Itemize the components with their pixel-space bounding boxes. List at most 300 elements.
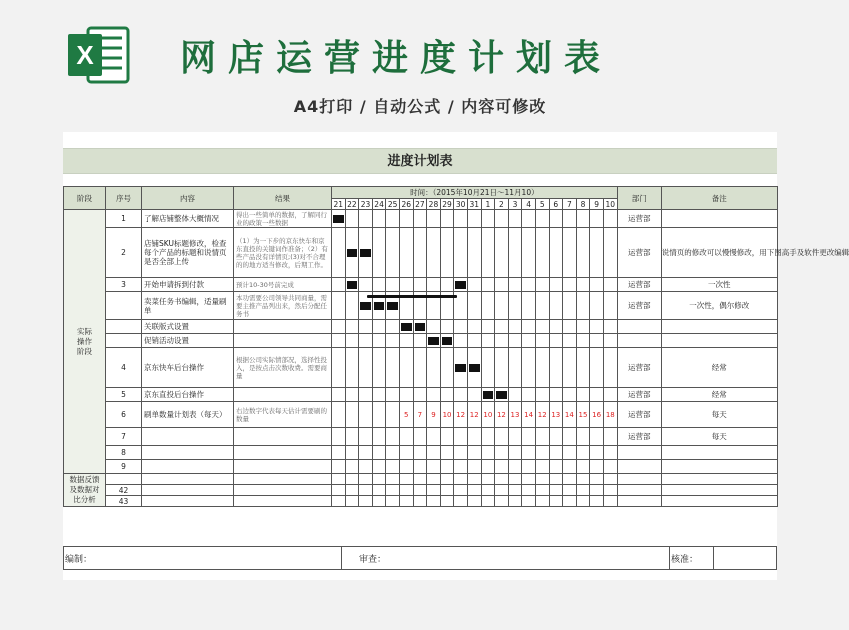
progress-marker: [454, 278, 468, 292]
day-cell: [440, 474, 454, 485]
day-header: 22: [345, 199, 359, 210]
table-row: [64, 348, 778, 388]
day-cell: [372, 446, 386, 460]
day-cell: [522, 334, 536, 348]
day-cell: [386, 388, 400, 402]
day-cell: [413, 446, 427, 460]
day-cell: [467, 428, 481, 446]
day-cell: [440, 428, 454, 446]
day-cell: [427, 210, 441, 228]
day-cell: [440, 348, 454, 388]
day-cell: [372, 496, 386, 507]
day-cell: [372, 228, 386, 278]
day-cell: [345, 496, 359, 507]
seq-cell: 6: [106, 402, 142, 428]
day-cell: [332, 485, 346, 496]
day-cell: [399, 460, 413, 474]
day-cell: 14: [563, 402, 577, 428]
col-seq-header: 序号: [106, 187, 142, 210]
day-cell: 10: [440, 402, 454, 428]
day-cell: 10: [481, 402, 495, 428]
day-cell: [495, 210, 509, 228]
note-cell: [661, 496, 777, 507]
dept-cell: [617, 460, 661, 474]
header-row: [64, 187, 778, 199]
day-cell: [413, 210, 427, 228]
day-cell: [481, 460, 495, 474]
day-cell: [467, 496, 481, 507]
result-cell: （1）为一下步的京东快车和京东直投的关键词作准备；（2）有些产品没有详情页;(3)对不合理的的地方适当修改，后期工作。: [234, 228, 332, 278]
day-cell: [603, 278, 617, 292]
seq-cell: 42: [106, 485, 142, 496]
day-cell: [603, 428, 617, 446]
day-cell: [549, 228, 563, 278]
day-cell: 12: [495, 402, 509, 428]
day-cell: [522, 496, 536, 507]
day-cell: [372, 278, 386, 292]
day-cell: [495, 446, 509, 460]
day-cell: [576, 210, 590, 228]
note-cell: [661, 320, 777, 334]
day-cell: [332, 334, 346, 348]
note-cell: 经常: [661, 388, 777, 402]
day-cell: 15: [576, 402, 590, 428]
day-cell: [345, 460, 359, 474]
progress-marker: [495, 388, 509, 402]
day-cell: [345, 428, 359, 446]
day-cell: 16: [590, 402, 604, 428]
day-cell: [535, 474, 549, 485]
day-cell: [535, 320, 549, 334]
progress-marker: [399, 320, 413, 334]
day-cell: [467, 320, 481, 334]
day-cell: [603, 334, 617, 348]
day-cell: [549, 210, 563, 228]
day-cell: [603, 348, 617, 388]
day-cell: [427, 348, 441, 388]
day-cell: [372, 388, 386, 402]
seq-cell: 1: [106, 210, 142, 228]
dept-cell: 运营部: [617, 292, 661, 320]
day-cell: [481, 334, 495, 348]
day-cell: [563, 228, 577, 278]
table-row: [64, 446, 778, 460]
day-cell: 5: [399, 402, 413, 428]
col-result-header: 结果: [234, 187, 332, 210]
progress-marker: [359, 228, 373, 278]
excel-icon: [66, 24, 132, 86]
day-cell: [576, 460, 590, 474]
day-cell: [563, 485, 577, 496]
day-cell: [332, 228, 346, 278]
day-cell: [481, 278, 495, 292]
day-cell: [563, 496, 577, 507]
day-cell: [399, 446, 413, 460]
day-cell: [563, 278, 577, 292]
day-cell: [454, 210, 468, 228]
day-header: 31: [467, 199, 481, 210]
day-cell: [495, 348, 509, 388]
day-cell: [427, 460, 441, 474]
result-cell: [234, 460, 332, 474]
day-cell: [563, 210, 577, 228]
day-cell: [549, 428, 563, 446]
day-cell: [522, 485, 536, 496]
result-cell: [234, 428, 332, 446]
day-cell: [508, 228, 522, 278]
day-cell: [359, 496, 373, 507]
day-cell: [508, 428, 522, 446]
day-cell: [386, 320, 400, 334]
table-row: [64, 496, 778, 507]
day-cell: [372, 402, 386, 428]
day-cell: [345, 474, 359, 485]
day-cell: [535, 292, 549, 320]
day-cell: [535, 496, 549, 507]
day-cell: [603, 320, 617, 334]
day-cell: [427, 228, 441, 278]
day-cell: [413, 474, 427, 485]
day-cell: [603, 292, 617, 320]
day-cell: [399, 474, 413, 485]
day-cell: [372, 348, 386, 388]
result-cell: [234, 485, 332, 496]
day-cell: 13: [508, 402, 522, 428]
day-cell: [603, 460, 617, 474]
day-cell: [467, 485, 481, 496]
day-cell: [535, 228, 549, 278]
day-cell: [576, 334, 590, 348]
day-cell: [399, 496, 413, 507]
excel-logo-letter: X: [76, 40, 94, 70]
table-row: [64, 402, 778, 428]
day-cell: [427, 496, 441, 507]
day-cell: [481, 228, 495, 278]
content-cell: [142, 485, 234, 496]
day-cell: [399, 388, 413, 402]
day-cell: [345, 320, 359, 334]
day-cell: [522, 460, 536, 474]
day-cell: [603, 485, 617, 496]
day-cell: [495, 334, 509, 348]
day-cell: [481, 496, 495, 507]
page-title: 网店运营进度计划表: [180, 38, 613, 79]
day-cell: [427, 446, 441, 460]
spreadsheet: [63, 132, 849, 580]
schedule-table: [63, 186, 849, 507]
day-header: 24: [372, 199, 386, 210]
col-note-header: 备注: [661, 187, 777, 210]
note-cell: 经常: [661, 348, 777, 388]
seq-cell: [106, 474, 142, 485]
day-header: 7: [563, 199, 577, 210]
day-cell: 18: [603, 402, 617, 428]
day-cell: [345, 334, 359, 348]
day-cell: [345, 210, 359, 228]
day-cell: [535, 278, 549, 292]
table-row: [64, 428, 778, 446]
day-cell: [440, 278, 454, 292]
day-cell: [522, 320, 536, 334]
day-cell: [508, 292, 522, 320]
day-cell: [508, 496, 522, 507]
progress-marker: [427, 334, 441, 348]
day-cell: [495, 485, 509, 496]
note-cell: 每天: [661, 402, 777, 428]
day-cell: 12: [467, 402, 481, 428]
day-cell: [345, 348, 359, 388]
day-cell: [508, 474, 522, 485]
note-cell: 一次性，偶尔修改: [661, 292, 777, 320]
dept-cell: 运营部: [617, 388, 661, 402]
day-cell: [399, 485, 413, 496]
note-cell: [661, 210, 777, 228]
day-header: 10: [603, 199, 617, 210]
day-cell: 12: [535, 402, 549, 428]
note-cell: [661, 485, 777, 496]
day-cell: [508, 485, 522, 496]
day-cell: [440, 460, 454, 474]
day-cell: [590, 292, 604, 320]
table-row: [64, 474, 778, 485]
day-cell: [522, 278, 536, 292]
day-cell: [454, 228, 468, 278]
day-cell: 9: [427, 402, 441, 428]
day-cell: [495, 278, 509, 292]
col-content-header: 内容: [142, 187, 234, 210]
day-cell: [440, 228, 454, 278]
day-cell: [467, 210, 481, 228]
page-subtitle: A4打印 / 自动公式 / 内容可修改: [293, 97, 547, 116]
day-cell: [332, 320, 346, 334]
day-cell: [359, 320, 373, 334]
day-cell: [332, 402, 346, 428]
day-cell: [399, 334, 413, 348]
day-cell: [332, 292, 346, 320]
day-cell: [454, 446, 468, 460]
day-cell: [467, 278, 481, 292]
day-cell: [345, 485, 359, 496]
day-cell: [508, 388, 522, 402]
seq-cell: 3: [106, 278, 142, 292]
seq-cell: 5: [106, 388, 142, 402]
day-cell: [563, 446, 577, 460]
day-cell: [522, 210, 536, 228]
day-cell: [359, 428, 373, 446]
day-cell: [481, 474, 495, 485]
day-cell: [386, 446, 400, 460]
day-cell: [508, 446, 522, 460]
day-cell: [495, 320, 509, 334]
day-cell: [535, 334, 549, 348]
day-cell: [522, 228, 536, 278]
progress-marker: [440, 334, 454, 348]
dept-cell: [617, 446, 661, 460]
day-cell: [495, 496, 509, 507]
day-cell: [522, 292, 536, 320]
day-cell: [495, 292, 509, 320]
progress-marker: [454, 348, 468, 388]
day-cell: [413, 485, 427, 496]
result-cell: 预计10-30号前完成: [234, 278, 332, 292]
day-cell: [467, 446, 481, 460]
progress-marker: [467, 348, 481, 388]
content-cell: [142, 460, 234, 474]
day-cell: 13: [549, 402, 563, 428]
day-cell: [467, 228, 481, 278]
day-cell: [454, 474, 468, 485]
day-cell: [563, 292, 577, 320]
day-cell: [359, 348, 373, 388]
day-cell: [549, 460, 563, 474]
day-cell: [603, 446, 617, 460]
day-cell: [359, 210, 373, 228]
dept-cell: 运营部: [617, 278, 661, 292]
day-cell: [332, 446, 346, 460]
table-row: [64, 210, 778, 228]
day-header: 26: [399, 199, 413, 210]
content-cell: [142, 496, 234, 507]
day-cell: [535, 348, 549, 388]
seq-cell: 7: [106, 428, 142, 446]
day-cell: [590, 474, 604, 485]
day-cell: [563, 334, 577, 348]
day-cell: [386, 485, 400, 496]
content-cell: [142, 428, 234, 446]
dept-cell: 运营部: [617, 210, 661, 228]
day-cell: [576, 496, 590, 507]
result-cell: [234, 496, 332, 507]
day-cell: [454, 334, 468, 348]
day-cell: [467, 388, 481, 402]
day-cell: [495, 474, 509, 485]
day-header: 6: [549, 199, 563, 210]
day-cell: [454, 428, 468, 446]
day-cell: [440, 485, 454, 496]
seq-cell: 9: [106, 460, 142, 474]
day-cell: [549, 474, 563, 485]
table-row: [64, 228, 778, 278]
day-cell: [345, 402, 359, 428]
seq-cell: 2: [106, 228, 142, 278]
day-cell: [508, 334, 522, 348]
content-cell: 开始申请拆到付款: [142, 278, 234, 292]
day-cell: [332, 278, 346, 292]
day-header: 27: [413, 199, 427, 210]
day-cell: 14: [522, 402, 536, 428]
day-cell: [590, 496, 604, 507]
day-cell: [399, 348, 413, 388]
day-cell: [427, 278, 441, 292]
day-cell: [467, 474, 481, 485]
day-cell: [522, 446, 536, 460]
day-cell: [495, 228, 509, 278]
day-cell: [413, 278, 427, 292]
day-cell: [535, 428, 549, 446]
day-cell: [576, 485, 590, 496]
content-cell: 京东快车后台操作: [142, 348, 234, 388]
day-cell: [359, 460, 373, 474]
day-cell: [590, 446, 604, 460]
day-cell: [576, 446, 590, 460]
day-cell: [481, 320, 495, 334]
day-cell: [454, 496, 468, 507]
day-cell: [467, 292, 481, 320]
day-cell: [508, 348, 522, 388]
day-cell: [549, 485, 563, 496]
progress-marker: [481, 388, 495, 402]
day-cell: [440, 496, 454, 507]
day-header: 21: [332, 199, 346, 210]
day-cell: [576, 292, 590, 320]
day-cell: [495, 428, 509, 446]
day-cell: [481, 210, 495, 228]
day-cell: [332, 388, 346, 402]
day-header: 28: [427, 199, 441, 210]
day-header: 25: [386, 199, 400, 210]
table-row: [64, 388, 778, 402]
day-header: 29: [440, 199, 454, 210]
seq-cell: [106, 334, 142, 348]
day-cell: [359, 388, 373, 402]
result-cell: 根据公司实际情部况，选择性投入，是按点击次数收费。需要商量: [234, 348, 332, 388]
sign-off-row: [63, 546, 777, 570]
day-cell: [576, 228, 590, 278]
day-cell: [413, 334, 427, 348]
day-cell: [386, 428, 400, 446]
table-row: [64, 334, 778, 348]
content-cell: 店铺SKU标题修改，检查每个产品的标题和说情页是否全部上传: [142, 228, 234, 278]
content-cell: 卖菜任务书编辑，适量刷单: [142, 292, 234, 320]
day-cell: [454, 320, 468, 334]
content-cell: [142, 474, 234, 485]
dept-cell: 运营部: [617, 402, 661, 428]
note-cell: 每天: [661, 428, 777, 446]
day-cell: [549, 278, 563, 292]
day-cell: [413, 388, 427, 402]
day-cell: [576, 278, 590, 292]
day-cell: [522, 474, 536, 485]
table-row: [64, 485, 778, 496]
day-cell: [508, 278, 522, 292]
result-cell: 右边数字代表每天估计需要刷的数量: [234, 402, 332, 428]
result-cell: 本功需要公司领导共同商量，需要主推产品列出来，然后分配任务书: [234, 292, 332, 320]
day-header: 30: [454, 199, 468, 210]
day-cell: [508, 460, 522, 474]
day-cell: [345, 446, 359, 460]
day-cell: [563, 388, 577, 402]
day-cell: [332, 474, 346, 485]
table-row: [64, 460, 778, 474]
day-cell: [535, 388, 549, 402]
dept-cell: [617, 474, 661, 485]
content-cell: 刷单数量计划表（每天）: [142, 402, 234, 428]
day-cell: [563, 460, 577, 474]
col-dept-header: 部门: [617, 187, 661, 210]
day-header: 23: [359, 199, 373, 210]
day-cell: [386, 228, 400, 278]
day-cell: [481, 348, 495, 388]
dept-cell: [617, 496, 661, 507]
table-row: [64, 278, 778, 292]
day-cell: [372, 460, 386, 474]
day-cell: [454, 460, 468, 474]
day-cell: [386, 474, 400, 485]
day-cell: [427, 428, 441, 446]
day-cell: [603, 388, 617, 402]
progress-marker: [332, 210, 346, 228]
day-cell: [359, 485, 373, 496]
